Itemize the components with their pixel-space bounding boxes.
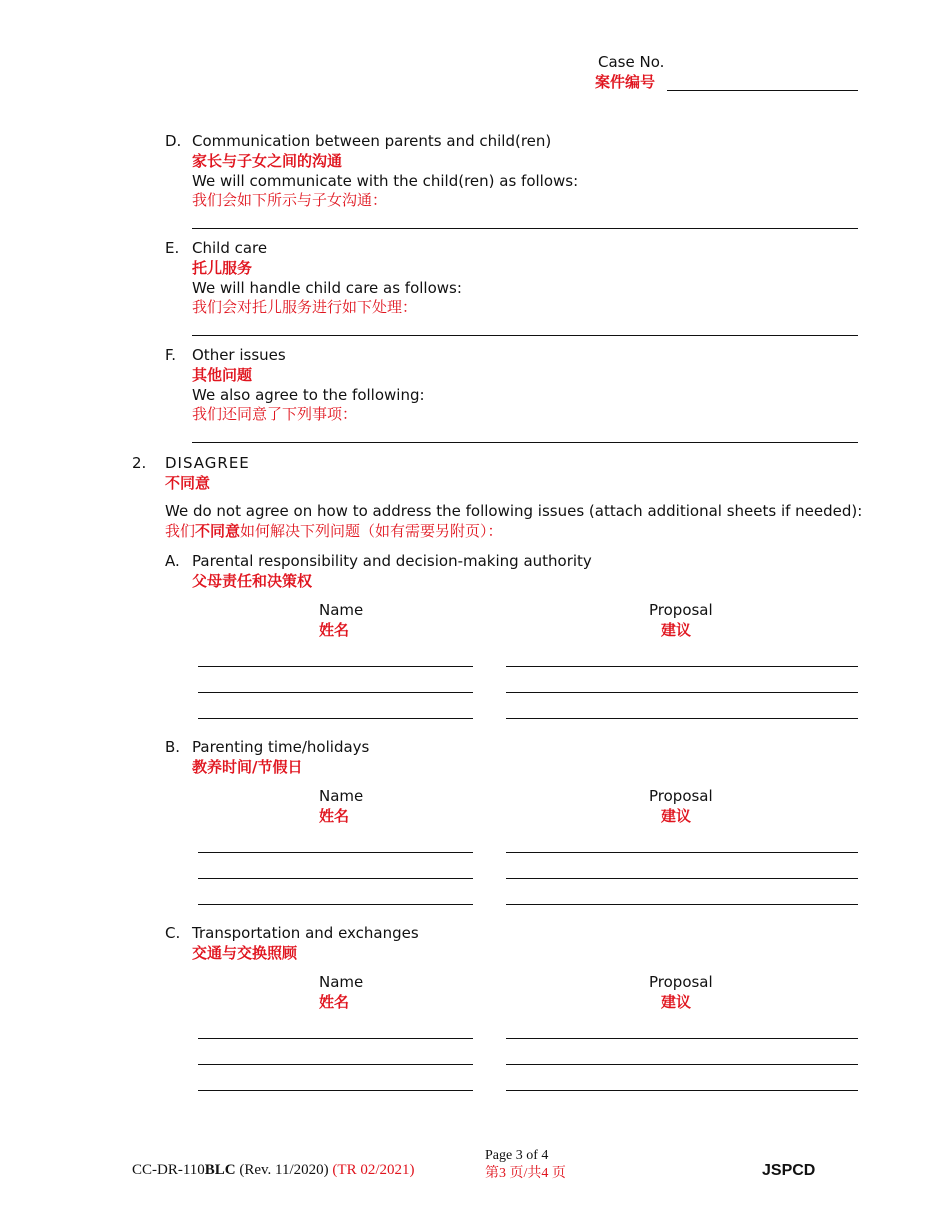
proposal-line[interactable] bbox=[506, 878, 858, 879]
disagree-number: 2. bbox=[132, 454, 147, 472]
proposal-header: Proposal bbox=[649, 787, 713, 805]
name-line[interactable] bbox=[198, 852, 473, 853]
issue-title: Transportation and exchanges bbox=[192, 924, 419, 942]
form-id bbox=[132, 1160, 415, 1180]
section-instruction: We will communicate with the child(ren) as follows: bbox=[192, 172, 579, 190]
proposal-line[interactable] bbox=[506, 718, 858, 719]
proposal-header-zh: 建议 bbox=[661, 621, 692, 639]
name-line[interactable] bbox=[198, 878, 473, 879]
proposal-line[interactable] bbox=[506, 1038, 858, 1039]
issue-letter: A. bbox=[165, 552, 180, 570]
section-instruction-zh: 我们会对托儿服务进行如下处理： bbox=[192, 298, 418, 316]
disagree-instruction-zh bbox=[165, 521, 503, 541]
disagree-title: DISAGREE bbox=[165, 454, 250, 472]
instr-zh-post: 如何解决下列问题（如有需要另附页）： bbox=[240, 522, 503, 540]
section-letter: D. bbox=[165, 132, 182, 150]
name-line[interactable] bbox=[198, 1090, 473, 1091]
proposal-line[interactable] bbox=[506, 1064, 858, 1065]
name-header-zh: 姓名 bbox=[319, 621, 350, 639]
form-rev: (Rev. 11/2020) bbox=[239, 1162, 329, 1178]
section-instruction: We will handle child care as follows: bbox=[192, 279, 462, 297]
name-line[interactable] bbox=[198, 1038, 473, 1039]
issue-title-zh: 交通与交换照顾 bbox=[192, 944, 298, 962]
section-instruction: We also agree to the following: bbox=[192, 386, 425, 404]
answer-line[interactable] bbox=[192, 442, 858, 443]
issue-letter: B. bbox=[165, 738, 181, 756]
name-line[interactable] bbox=[198, 692, 473, 693]
name-header: Name bbox=[319, 787, 364, 805]
issue-letter: C. bbox=[165, 924, 181, 942]
proposal-header: Proposal bbox=[649, 973, 713, 991]
issue-title: Parental responsibility and decision-making authority bbox=[192, 552, 592, 570]
jspcd-logo: JSPCD bbox=[762, 1162, 816, 1179]
page-number-zh: 第3 页/共4 页 bbox=[485, 1166, 566, 1181]
issue-title-zh: 教养时间/节假日 bbox=[192, 758, 303, 776]
instr-zh-pre: 我们 bbox=[165, 522, 196, 540]
answer-line[interactable] bbox=[192, 335, 858, 336]
proposal-header: Proposal bbox=[649, 601, 713, 619]
proposal-header-zh: 建议 bbox=[661, 993, 692, 1011]
page-number: Page 3 of 4 bbox=[485, 1148, 549, 1163]
name-line[interactable] bbox=[198, 904, 473, 905]
name-header-zh: 姓名 bbox=[319, 993, 350, 1011]
instr-zh-bold: 不同意 bbox=[195, 522, 241, 540]
name-line[interactable] bbox=[198, 718, 473, 719]
form-code: CC-DR-110 bbox=[132, 1162, 205, 1178]
section-instruction-zh: 我们还同意了下列事项： bbox=[192, 405, 358, 423]
issue-title-zh: 父母责任和决策权 bbox=[192, 572, 313, 590]
section-title-zh: 家长与子女之间的沟通 bbox=[192, 152, 343, 170]
name-line[interactable] bbox=[198, 1064, 473, 1065]
section-title-zh: 托儿服务 bbox=[192, 259, 253, 277]
name-header-zh: 姓名 bbox=[319, 807, 350, 825]
name-header: Name bbox=[319, 601, 364, 619]
issue-title: Parenting time/holidays bbox=[192, 738, 370, 756]
case-no-label-zh: 案件编号 bbox=[595, 73, 656, 91]
section-title: Child care bbox=[192, 239, 268, 257]
disagree-instruction: We do not agree on how to address the following issues (attach additional sheets if needed): bbox=[165, 502, 863, 520]
form-suffix: BLC bbox=[204, 1162, 236, 1178]
name-header: Name bbox=[319, 973, 364, 991]
proposal-header-zh: 建议 bbox=[661, 807, 692, 825]
form-tr: (TR 02/2021) bbox=[332, 1162, 415, 1178]
proposal-line[interactable] bbox=[506, 852, 858, 853]
section-title: Communication between parents and child(ren) bbox=[192, 132, 552, 150]
proposal-line[interactable] bbox=[506, 904, 858, 905]
section-title: Other issues bbox=[192, 346, 286, 364]
case-no-label: Case No. bbox=[598, 53, 665, 71]
disagree-title-zh: 不同意 bbox=[165, 474, 211, 492]
name-line[interactable] bbox=[198, 666, 473, 667]
section-letter: E. bbox=[165, 239, 180, 257]
section-letter: F. bbox=[165, 346, 176, 364]
case-no-field[interactable] bbox=[667, 90, 858, 91]
answer-line[interactable] bbox=[192, 228, 858, 229]
proposal-line[interactable] bbox=[506, 1090, 858, 1091]
section-instruction-zh: 我们会如下所示与子女沟通： bbox=[192, 191, 388, 209]
section-title-zh: 其他问题 bbox=[192, 366, 253, 384]
proposal-line[interactable] bbox=[506, 692, 858, 693]
proposal-line[interactable] bbox=[506, 666, 858, 667]
